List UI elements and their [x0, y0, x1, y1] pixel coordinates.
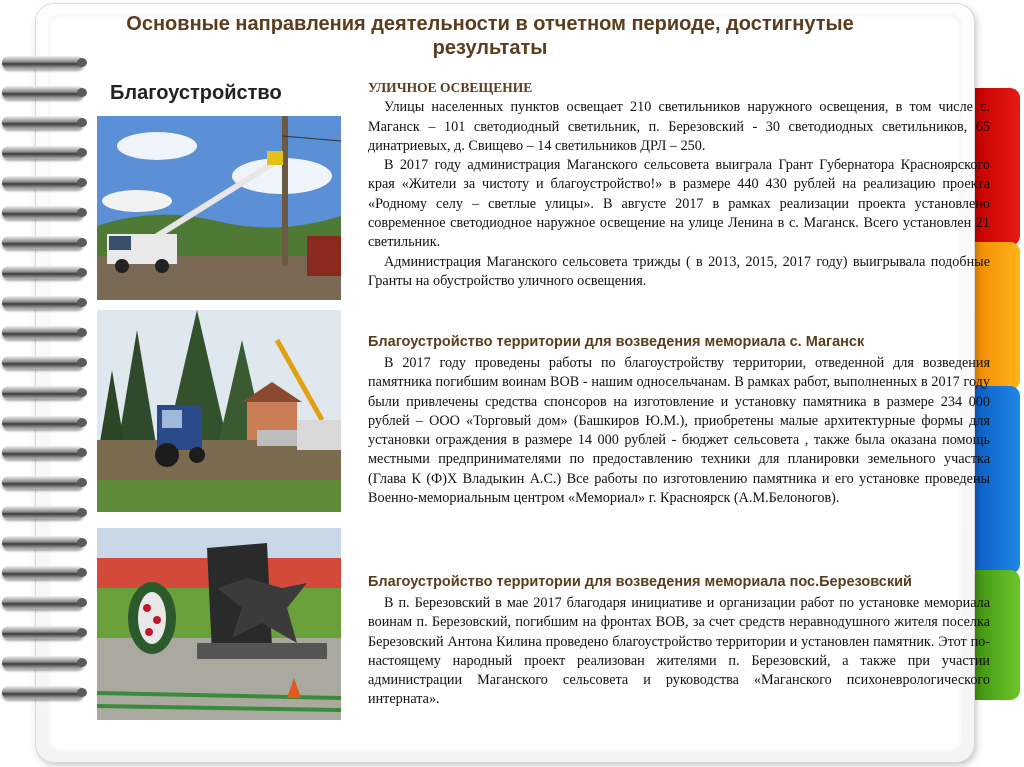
spiral-ring	[2, 56, 84, 69]
spiral-ring	[2, 176, 84, 189]
spiral-ring	[2, 536, 84, 549]
spiral-ring	[2, 566, 84, 579]
spiral-ring	[2, 296, 84, 309]
section-memorial-magansk	[368, 333, 990, 508]
spiral-ring	[2, 116, 84, 129]
paragraph: В 2017 году проведены работы по благоустройству территории, отведенной для возведения памятника погибшим воинам ВОВ - нашим односельчанам. В рамках работ, выполненных в 2017 году были привлечены средства спонсоров на изготовление и установку памятника в размере 234 000 рублей – ООО «Торговый дом» (Башкиров Ю.М.), приобретены малые архитектурные формы для установки ограждения в размере 14 000 рублей - бюджет сельсовета , также была оказана помощь местными предпринимателями по предоставлению техники для планировки земельного участка (Глава К (Ф)Х Владыкин А.С.) Все работы по изготовлению памятника и его установке проведены Военно-мемориальным центром «Мемориал» г. Красноярск (А.М.Белоногов).	[368, 355, 990, 507]
spiral-ring	[2, 446, 84, 459]
paragraph: В п. Березовский в мае 2017 благодаря инициативе и организации работ по установке мемориала воинам п. Березовский, погибшим на фронтах ВОВ, за счет средств неравнодушного жителя поселка Березовский Антона Килина проведено благоустройство территории и установлен памятник. Этот по-настоящему народный проект реализован жителями п. Березовский, а также при участии администрации Маганского сельсовета и руководства «Маганского психоневрологического интерната».	[368, 595, 990, 708]
section-heading: Благоустройство территории для возведения мемориала пос.Березовский	[368, 574, 912, 590]
section-heading: УЛИЧНОЕ ОСВЕЩЕНИЕ	[368, 80, 533, 95]
section-street-lighting	[368, 78, 990, 291]
spiral-ring	[2, 266, 84, 279]
spiral-ring	[2, 686, 84, 699]
spiral-ring	[2, 146, 84, 159]
spiral-ring	[2, 656, 84, 669]
spiral-ring	[2, 626, 84, 639]
spiral-ring	[2, 506, 84, 519]
paragraph: В 2017 году администрация Маганского сельсовета выиграла Грант Губернатора Красноярского края «Жители за чистоту и благоустройство!» в размере 440 430 рублей на реализацию проекта «Родному селу – светлые улицы». В августе 2017 в рамках реализации проекта установлено современное светодиодное наружное освещение на улице Ленина в с. Маганск. Всего установлен 21 светильник.	[368, 157, 990, 251]
photo-street-lighting	[97, 116, 341, 300]
spiral-binding-icon	[0, 56, 90, 716]
photo-memorial-berezovsky	[97, 528, 341, 720]
page-title: Основные направления деятельности в отчетном периоде, достигнутые результаты	[126, 13, 854, 59]
spiral-ring	[2, 356, 84, 369]
spiral-ring	[2, 416, 84, 429]
section-memorial-berezovsky	[368, 573, 990, 710]
spiral-ring	[2, 206, 84, 219]
spiral-ring	[2, 386, 84, 399]
spiral-ring	[2, 236, 84, 249]
spiral-ring	[2, 596, 84, 609]
section-heading: Благоустройство территории для возведения мемориала с. Маганск	[368, 334, 865, 350]
spiral-ring	[2, 476, 84, 489]
paragraph: Улицы населенных пунктов освещает 210 светильников наружного освещения, в том числе с. Маганск – 101 светодиодный светильник, п. Березовский - 30 светодиодных светильников, 65 динатриевых, д. Свищево – 14 светильников ДРЛ – 250.	[368, 99, 990, 154]
spiral-ring	[2, 86, 84, 99]
paragraph: Администрация Маганского сельсовета трижды ( в 2013, 2015, 2017 году) выигрывала подобные Гранты на обустройство уличного освещения.	[368, 253, 990, 289]
spiral-ring	[2, 326, 84, 339]
photo-memorial-site-works	[97, 310, 341, 512]
section-subtitle: Благоустройство	[110, 82, 282, 104]
